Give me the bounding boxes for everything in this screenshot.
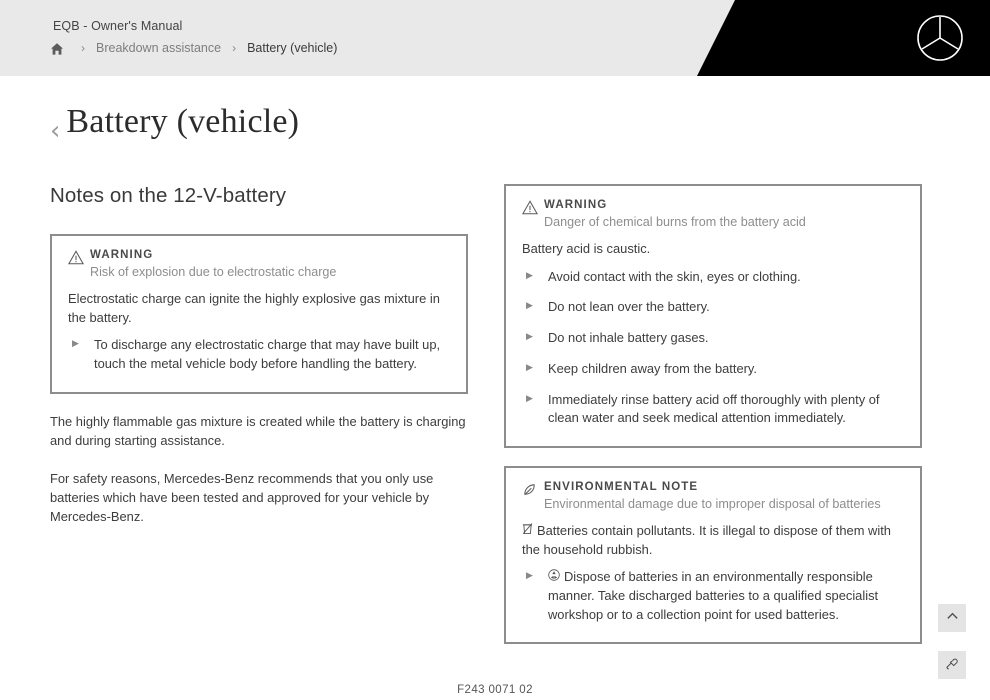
environmental-note-label: ENVIRONMENTAL NOTE — [544, 480, 699, 493]
warning-triangle-icon — [68, 249, 90, 268]
bullet-arrow-icon: ▶ — [526, 269, 533, 280]
warning-label: WARNING — [90, 249, 154, 261]
acid-warning-body-text: Battery acid is caustic. — [522, 241, 651, 256]
list-item — [522, 391, 904, 428]
acid-warning-header — [522, 199, 904, 231]
warning-box-heading-text — [90, 249, 450, 281]
bullet-arrow-icon: ▶ — [526, 392, 533, 403]
bullet-arrow-icon: ▶ — [526, 300, 533, 311]
environmental-note-header — [522, 481, 904, 513]
content-columns — [50, 184, 940, 644]
list-item — [522, 329, 904, 348]
scroll-to-top-button[interactable] — [938, 604, 966, 632]
left-column — [50, 184, 468, 527]
warning-subtitle: Risk of explosion due to electrostatic charge — [90, 265, 337, 279]
warning-box-header — [68, 249, 450, 281]
warning-bullet-list — [68, 336, 450, 373]
tools-button[interactable] — [938, 651, 966, 679]
bullet-text: Keep children away from the battery. — [548, 360, 757, 376]
manual-title: EQB - Owner's Manual — [53, 19, 183, 33]
section-heading: Notes on the 12-V-battery — [50, 184, 287, 207]
bullet-text: Do not lean over the battery. — [548, 299, 710, 315]
paragraph-gas-mixture: The highly flammable gas mixture is created while the battery is charging and during starting assistance. — [50, 413, 466, 449]
environment-leaf-icon — [522, 481, 544, 500]
bullet-arrow-icon: ▶ — [526, 570, 533, 581]
right-column — [504, 184, 922, 644]
chevron-up-icon — [945, 609, 960, 627]
breadcrumb-item-battery-vehicle[interactable]: Battery (vehicle) — [247, 41, 338, 55]
breadcrumb-separator-1: › — [81, 41, 85, 55]
list-item — [522, 298, 904, 317]
environmental-note-body-text: Batteries contain pollutants. It is illegal to dispose of them with the household rubbish. — [522, 522, 891, 557]
page-title-row — [50, 102, 940, 144]
bullet-text: Immediately rinse battery acid off thoroughly with plenty of clean water and seek medical attention immediately. — [548, 391, 880, 426]
acid-warning-subtitle: Danger of chemical burns from the battery acid — [544, 215, 806, 229]
breadcrumb-item-breakdown-assistance[interactable]: Breakdown assistance — [96, 41, 222, 55]
paragraph-approved-batteries: For safety reasons, Mercedes-Benz recommends that you only use batteries which have been tested and approved for your vehicle by Mercedes-Benz. — [50, 470, 434, 525]
warning-body-text: Electrostatic charge can ignite the highly explosive gas mixture in the battery. — [68, 291, 440, 325]
breadcrumb-separator-2: › — [232, 41, 237, 55]
home-icon[interactable] — [50, 42, 64, 56]
page-title: Battery (vehicle) — [66, 103, 300, 140]
breadcrumb — [50, 41, 337, 55]
bullet-text: Do not inhale battery gases. — [548, 330, 709, 346]
warning-box-electrostatic — [50, 234, 468, 394]
bullet-arrow-icon: ▶ — [526, 331, 533, 342]
bullet-text-wrapper — [548, 568, 904, 624]
list-item — [68, 336, 450, 373]
bullet-text: To discharge any electrostatic charge that may have built up, touch the metal vehicle body before handling the battery. — [94, 337, 441, 372]
acid-warning-label: WARNING — [544, 199, 608, 211]
environmental-note-subtitle: Environmental damage due to improper disposal of batteries — [544, 496, 881, 511]
list-item — [522, 360, 904, 379]
list-item — [522, 268, 904, 287]
warning-triangle-icon — [522, 199, 544, 218]
tools-icon — [945, 657, 959, 674]
recycling-icon — [548, 569, 560, 586]
environmental-note-body — [522, 522, 904, 559]
page-header — [0, 0, 990, 76]
environmental-note-bullet-list — [522, 568, 904, 624]
acid-warning-heading-text — [544, 199, 904, 231]
page-content — [0, 102, 990, 644]
list-item — [522, 568, 904, 624]
mercedes-benz-star-icon — [916, 14, 964, 62]
back-chevron-icon[interactable]: ‹ — [50, 116, 61, 146]
figure-code: F243 0071 02 — [457, 684, 533, 696]
bullet-text: Avoid contact with the skin, eyes or clothing. — [548, 268, 801, 284]
bullet-arrow-icon: ▶ — [526, 361, 533, 372]
warning-box-battery-acid — [504, 184, 922, 448]
environmental-note-heading-text — [544, 481, 904, 513]
environmental-note-box — [504, 466, 922, 645]
acid-warning-bullet-list — [522, 268, 904, 428]
crossed-out-bin-icon — [522, 522, 533, 540]
bullet-arrow-icon: ▶ — [72, 338, 79, 349]
bullet-text: Dispose of batteries in an environmentally responsible manner. Take discharged batteries to a qualified specialist workshop or to a collection point for used batteries. — [548, 569, 879, 622]
